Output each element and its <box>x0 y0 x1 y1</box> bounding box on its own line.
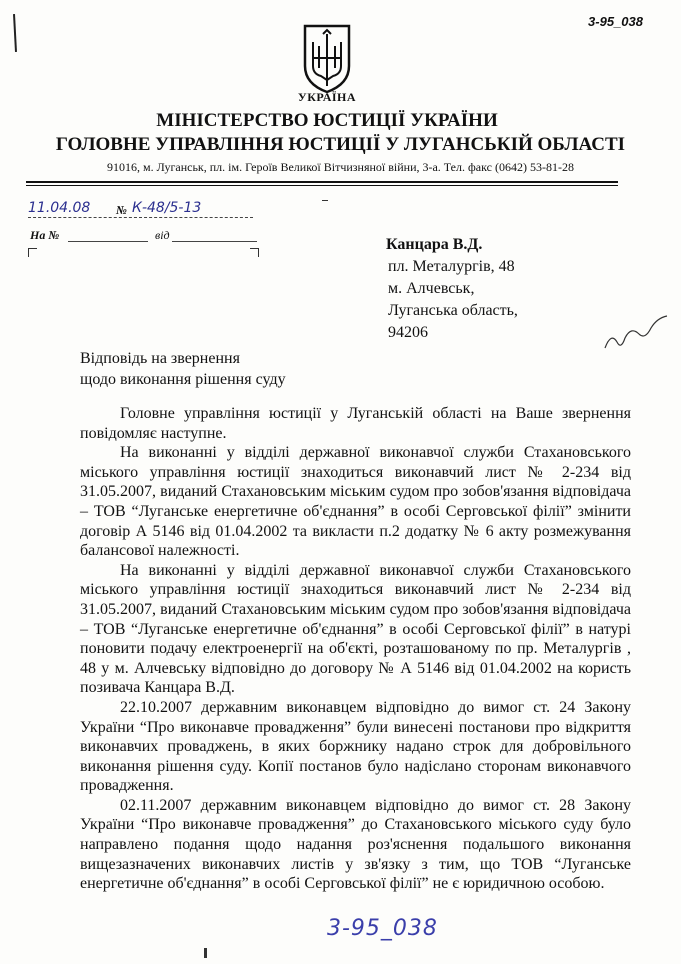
body-paragraph: Головне управління юстиції у Луганській області на Ваше звернення повідомляє наступне. <box>80 405 631 442</box>
subject-line: Відповідь на звернення <box>80 350 240 367</box>
form-corner-mark <box>250 248 259 257</box>
recipient-block <box>388 234 518 344</box>
country-name: УКРАЇНА <box>297 90 357 104</box>
department-name: ГОЛОВНЕ УПРАВЛІННЯ ЮСТИЦІЇ У ЛУГАНСЬКІЙ ОБЛАСТІ <box>55 134 626 155</box>
body-paragraph: 22.10.2007 державним виконавцем відповідно до вимог ст. 24 Закону України “Про виконавче провадження” були винесені постанови про відкриття виконавчих проваджень, в яких боржнику надано строк для добровільного виконання рішення суду. Копії постанов було надіслано сторонам виконавчого провадження. <box>80 698 631 795</box>
body-paragraph: На виконанні у відділі державної виконавчої служби Стахановського міського управління юстиції знаходиться виконавчий лист № 2-234 від 31.05.2007, виданий Стахановським міським судом про зобов'язання відповідача – ТОВ “Луганське енергетичне об'єднання” в особі Серговської філії” в натурі поновити подачу електроенергії на об'єкті, розташованому по пр. Металургів , 48 у м. Алчевську відповідно до договору № А 5146 від 01.04.2002 на користь позивача Канцара В.Д. <box>80 561 631 697</box>
reply-from-label: від <box>155 228 170 242</box>
outgoing-number-label: № <box>116 203 127 217</box>
recipient-line: пл. Металургів, 48 <box>388 258 515 275</box>
coat-of-arms-icon <box>301 22 353 94</box>
letterhead-rule-thin <box>26 185 618 186</box>
outgoing-number: К-48/5-13 <box>132 200 202 216</box>
form-tick-mark <box>322 200 328 207</box>
recipient-line: м. Алчевськ, <box>388 280 475 297</box>
handwritten-scribble <box>603 312 669 352</box>
handwritten-archive-number: 3-95_038 <box>327 916 438 941</box>
letter-body <box>80 404 631 894</box>
ministry-name: МІНІСТЕРСТВО ЮСТИЦІЇ УКРАЇНИ <box>156 110 498 131</box>
form-corner-mark <box>28 248 37 257</box>
letterhead-rule <box>26 181 618 183</box>
date-number-line <box>28 217 253 218</box>
reply-date-line <box>172 241 257 242</box>
reply-to-label: На № <box>30 228 60 242</box>
reply-number-line <box>68 241 148 242</box>
margin-pen-mark <box>13 14 17 52</box>
letterhead-address: 91016, м. Луганськ, пл. ім. Героїв Великої Вітчизняної війни, 3-а. Тел. факс (0642) 53-81-28 <box>107 160 574 174</box>
bottom-pen-mark <box>204 948 207 958</box>
body-paragraph: На виконанні у відділі державної виконавчої служби Стахановського міського управління юстиції знаходиться виконавчий лист № 2-234 від 31.05.2007, виданий Стахановським міським судом про зобов'язання відповідача – ТОВ “Луганське енергетичне об'єднання” в особі Серговської філії” змінити договір А 5146 від 01.04.2002 та викласти п.2 додатку № 6 акту розмежування балансової належності. <box>80 444 631 560</box>
letter-subject <box>80 348 286 390</box>
document-id: 3-95_038 <box>588 14 643 29</box>
outgoing-date: 11.04.08 <box>28 200 91 216</box>
recipient-line: Луганська область, <box>388 302 518 319</box>
recipient-line: 94206 <box>388 324 428 341</box>
recipient-name: Канцара В.Д. <box>386 236 483 253</box>
body-paragraph: 02.11.2007 державним виконавцем відповідно до вимог ст. 28 Закону України “Про виконавче провадження” до Стахановського міського суду було направлено подання щодо надання роз'яснення подальшого виконання вищезазначених виконавчих листів у зв'язку з тим, що ТОВ “Луганське енергетичне об'єднання” в особі Серговської філії” не є юридичною особою. <box>80 796 631 893</box>
subject-line: щодо виконання рішення суду <box>80 371 286 388</box>
